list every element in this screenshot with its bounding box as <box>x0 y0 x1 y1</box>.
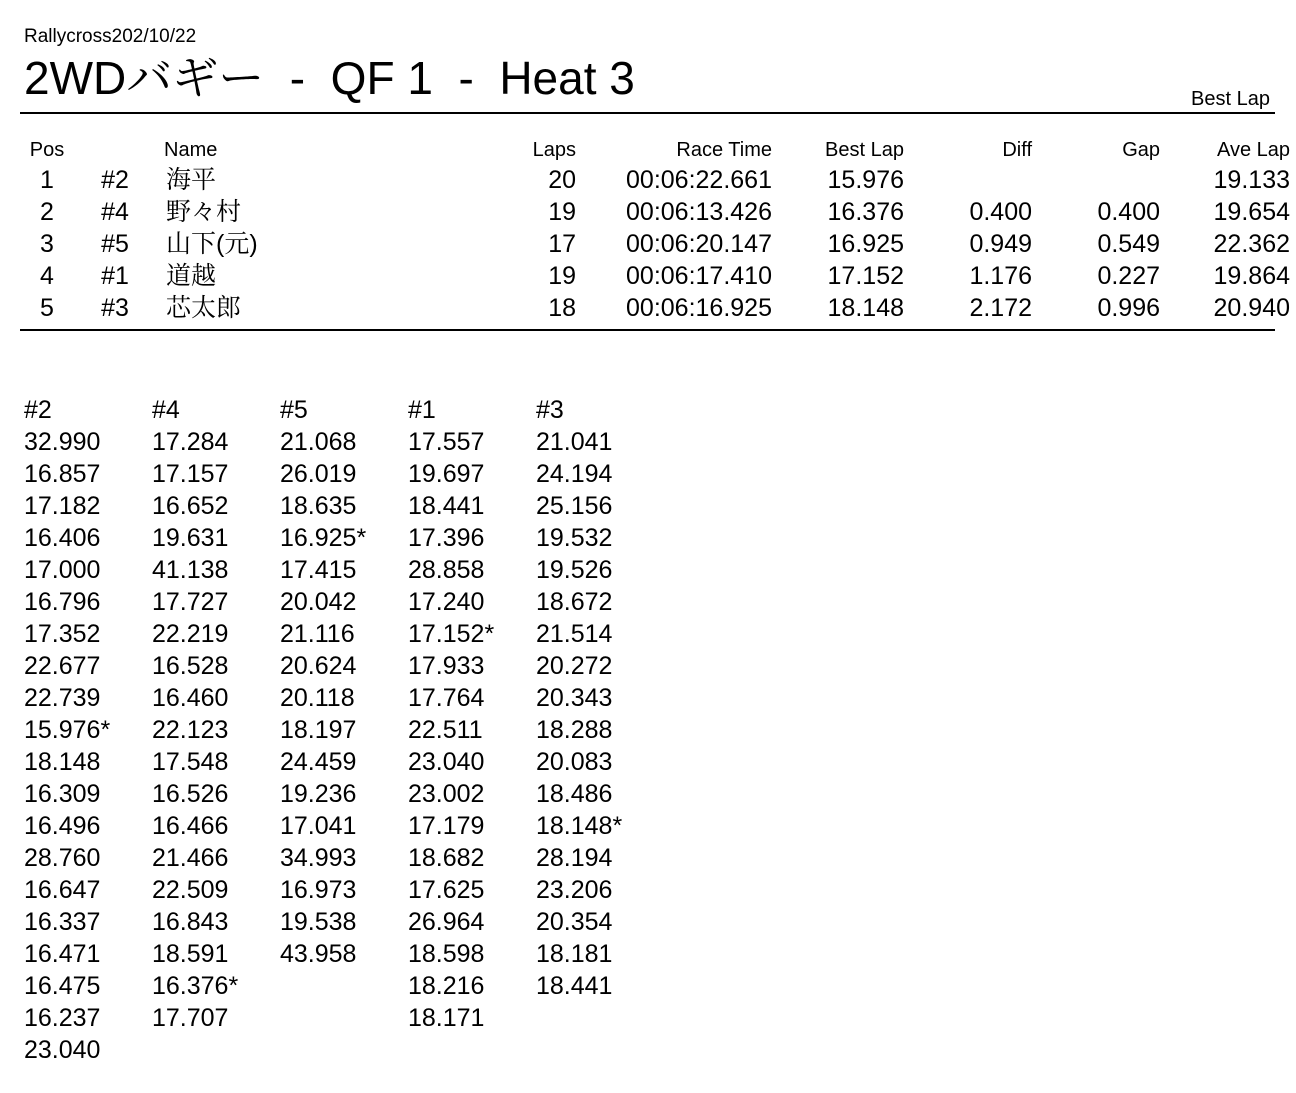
lap-time: 17.179 <box>408 812 485 840</box>
col-ave-lap: Ave Lap <box>1216 138 1290 161</box>
diff-cell: 0.400 <box>969 198 1032 226</box>
lap-time: 18.181 <box>536 940 613 968</box>
lap-time: 15.976* <box>24 716 111 744</box>
lap-time: 19.631 <box>152 524 229 552</box>
divider-bottom <box>20 329 1275 331</box>
lap-time: 16.857 <box>24 460 101 488</box>
event-subtitle: Rallycross202/10/22 <box>24 26 197 47</box>
laps-cell: 19 <box>548 198 576 226</box>
lap-time: 26.964 <box>408 908 485 936</box>
col-pos: Pos <box>29 138 65 161</box>
lap-time: 17.933 <box>408 652 485 680</box>
pos-cell: 4 <box>40 262 54 290</box>
lap-time: 23.002 <box>408 780 485 808</box>
lap-time: 32.990 <box>24 428 101 456</box>
lap-time: 18.682 <box>408 844 485 872</box>
lap-time: 16.796 <box>24 588 101 616</box>
lap-time: 28.760 <box>24 844 101 872</box>
lap-time: 17.152* <box>408 620 495 648</box>
lap-time: 20.118 <box>280 684 355 712</box>
lap-time: 18.197 <box>280 716 357 744</box>
diff-cell: 2.172 <box>969 294 1032 322</box>
col-laps: Laps <box>532 138 576 161</box>
lap-time: 17.284 <box>152 428 229 456</box>
lap-time: 24.194 <box>536 460 613 488</box>
gap-cell: 0.549 <box>1097 230 1160 258</box>
lap-time: 17.548 <box>152 748 229 776</box>
lap-time: 16.652 <box>152 492 229 520</box>
gap-cell: 0.227 <box>1097 262 1160 290</box>
driver-name-cell: 海平 <box>166 166 217 194</box>
car-number-cell: #3 <box>101 294 129 322</box>
lap-column <box>280 394 408 970</box>
lap-time: 34.993 <box>280 844 357 872</box>
lap-time: 20.354 <box>536 908 613 936</box>
lap-time: 16.475 <box>24 972 101 1000</box>
laps-cell: 18 <box>548 294 576 322</box>
col-diff: Diff <box>1002 138 1032 161</box>
table-row <box>20 164 1290 196</box>
lap-time: 21.514 <box>536 620 613 648</box>
lap-time: 16.925* <box>280 524 367 552</box>
lap-time: 17.000 <box>24 556 101 584</box>
lap-time: 20.624 <box>280 652 357 680</box>
race-time-cell: 00:06:13.426 <box>626 198 772 226</box>
gap-cell <box>1032 164 1160 196</box>
driver-name-cell: 道越 <box>166 262 217 290</box>
lap-time: 28.194 <box>536 844 613 872</box>
lap-time: 16.843 <box>152 908 229 936</box>
car-number-cell: #1 <box>101 262 129 290</box>
lap-time: 17.240 <box>408 588 485 616</box>
table-row <box>20 228 1290 260</box>
lap-column-header: #3 <box>536 396 564 424</box>
lap-time: 23.040 <box>408 748 485 776</box>
lap-time: 17.041 <box>280 812 357 840</box>
lap-time: 16.466 <box>152 812 229 840</box>
results-header-row <box>20 136 1290 164</box>
lap-time: 21.116 <box>280 620 355 648</box>
lap-time: 16.309 <box>24 780 101 808</box>
table-row <box>20 196 1290 228</box>
lap-time: 19.236 <box>280 780 357 808</box>
lap-time: 22.123 <box>152 716 229 744</box>
diff-cell <box>904 164 1032 196</box>
lap-time: 17.764 <box>408 684 485 712</box>
best-lap-cell: 16.376 <box>827 198 904 226</box>
lap-column-header: #5 <box>280 396 308 424</box>
car-number-cell: #4 <box>101 198 129 226</box>
lap-time: 17.557 <box>408 428 485 456</box>
ave-lap-cell: 19.133 <box>1213 166 1290 194</box>
pos-cell: 5 <box>40 294 54 322</box>
lap-time: 20.083 <box>536 748 613 776</box>
col-name: Name <box>164 138 218 161</box>
lap-time: 20.343 <box>536 684 613 712</box>
lap-time: 19.526 <box>536 556 613 584</box>
lap-time: 19.532 <box>536 524 613 552</box>
pos-cell: 3 <box>40 230 54 258</box>
lap-column-header: #2 <box>24 396 52 424</box>
lap-column-header: #4 <box>152 396 180 424</box>
driver-name-cell: 山下(元) <box>166 230 258 258</box>
lap-time: 16.460 <box>152 684 229 712</box>
lap-time: 20.042 <box>280 588 357 616</box>
lap-time: 26.019 <box>280 460 357 488</box>
page-title: 2WDバギー - QF 1 - Heat 3 <box>24 52 635 104</box>
results-table <box>20 136 1290 324</box>
col-gap: Gap <box>1122 138 1160 161</box>
lap-time: 18.672 <box>536 588 613 616</box>
col-best-lap: Best Lap <box>825 138 904 161</box>
lap-time: 17.727 <box>152 588 229 616</box>
lap-time: 18.598 <box>408 940 485 968</box>
table-row <box>20 260 1290 292</box>
lap-column-header: #1 <box>408 396 436 424</box>
lap-time: 41.138 <box>152 556 229 584</box>
driver-name-cell: 野々村 <box>166 198 242 226</box>
lap-time: 16.337 <box>24 908 101 936</box>
lap-time: 17.707 <box>152 1004 229 1032</box>
lap-time: 28.858 <box>408 556 485 584</box>
car-number-cell: #2 <box>101 166 129 194</box>
lap-time: 16.237 <box>24 1004 101 1032</box>
lap-time: 23.206 <box>536 876 613 904</box>
lap-time: 22.739 <box>24 684 101 712</box>
pos-cell: 2 <box>40 198 54 226</box>
lap-time: 18.486 <box>536 780 613 808</box>
lap-time: 17.352 <box>24 620 101 648</box>
lap-column <box>24 394 152 1066</box>
lap-time: 20.272 <box>536 652 613 680</box>
laps-cell: 17 <box>548 230 576 258</box>
gap-cell: 0.996 <box>1097 294 1160 322</box>
lap-time: 22.677 <box>24 652 101 680</box>
col-number <box>74 136 156 164</box>
ave-lap-cell: 22.362 <box>1213 230 1290 258</box>
lap-time: 21.068 <box>280 428 357 456</box>
lap-time: 16.471 <box>24 940 101 968</box>
lap-time: 43.958 <box>280 940 357 968</box>
race-time-cell: 00:06:17.410 <box>626 262 772 290</box>
best-lap-cell: 15.976 <box>827 166 904 194</box>
divider-top <box>20 112 1275 114</box>
lap-time: 16.526 <box>152 780 229 808</box>
lap-time: 17.182 <box>24 492 101 520</box>
lap-time: 16.528 <box>152 652 229 680</box>
lap-time: 18.441 <box>536 972 613 1000</box>
lap-time: 22.219 <box>152 620 229 648</box>
laps-cell: 20 <box>548 166 576 194</box>
laps-cell: 19 <box>548 262 576 290</box>
diff-cell: 1.176 <box>969 262 1032 290</box>
lap-time: 18.635 <box>280 492 357 520</box>
lap-column <box>152 394 280 1034</box>
lap-column <box>536 394 664 1002</box>
lap-time: 17.396 <box>408 524 485 552</box>
race-time-cell: 00:06:22.661 <box>626 166 772 194</box>
car-number-cell: #5 <box>101 230 129 258</box>
lap-time: 25.156 <box>536 492 613 520</box>
lap-time: 21.041 <box>536 428 613 456</box>
lap-time: 22.509 <box>152 876 229 904</box>
lap-time: 16.496 <box>24 812 101 840</box>
best-lap-cell: 17.152 <box>827 262 904 290</box>
lap-time: 16.406 <box>24 524 101 552</box>
lap-time: 18.216 <box>408 972 485 1000</box>
best-lap-label: Best Lap <box>1191 88 1270 110</box>
lap-time: 18.148* <box>536 812 623 840</box>
lap-time: 16.647 <box>24 876 101 904</box>
lap-time: 19.538 <box>280 908 357 936</box>
lap-time: 18.171 <box>408 1004 485 1032</box>
lap-time: 18.441 <box>408 492 485 520</box>
col-race-time: Race Time <box>676 138 772 161</box>
lap-time: 23.040 <box>24 1036 101 1064</box>
ave-lap-cell: 19.654 <box>1213 198 1290 226</box>
gap-cell: 0.400 <box>1097 198 1160 226</box>
ave-lap-cell: 19.864 <box>1213 262 1290 290</box>
lap-time: 18.591 <box>152 940 229 968</box>
lap-time: 22.511 <box>408 716 483 744</box>
lap-time: 17.625 <box>408 876 485 904</box>
lap-time: 16.376* <box>152 972 239 1000</box>
table-row <box>20 292 1290 324</box>
lap-time: 19.697 <box>408 460 485 488</box>
diff-cell: 0.949 <box>969 230 1032 258</box>
pos-cell: 1 <box>40 166 54 194</box>
best-lap-cell: 18.148 <box>827 294 904 322</box>
race-time-cell: 00:06:16.925 <box>626 294 772 322</box>
lap-time: 21.466 <box>152 844 229 872</box>
lap-time: 17.415 <box>280 556 357 584</box>
lap-time: 16.973 <box>280 876 357 904</box>
best-lap-cell: 16.925 <box>827 230 904 258</box>
race-time-cell: 00:06:20.147 <box>626 230 772 258</box>
lap-time: 18.288 <box>536 716 613 744</box>
lap-time: 18.148 <box>24 748 101 776</box>
lap-time: 24.459 <box>280 748 357 776</box>
driver-name-cell: 芯太郎 <box>166 294 242 322</box>
ave-lap-cell: 20.940 <box>1213 294 1290 322</box>
lap-column <box>408 394 536 1034</box>
lap-time: 17.157 <box>152 460 229 488</box>
